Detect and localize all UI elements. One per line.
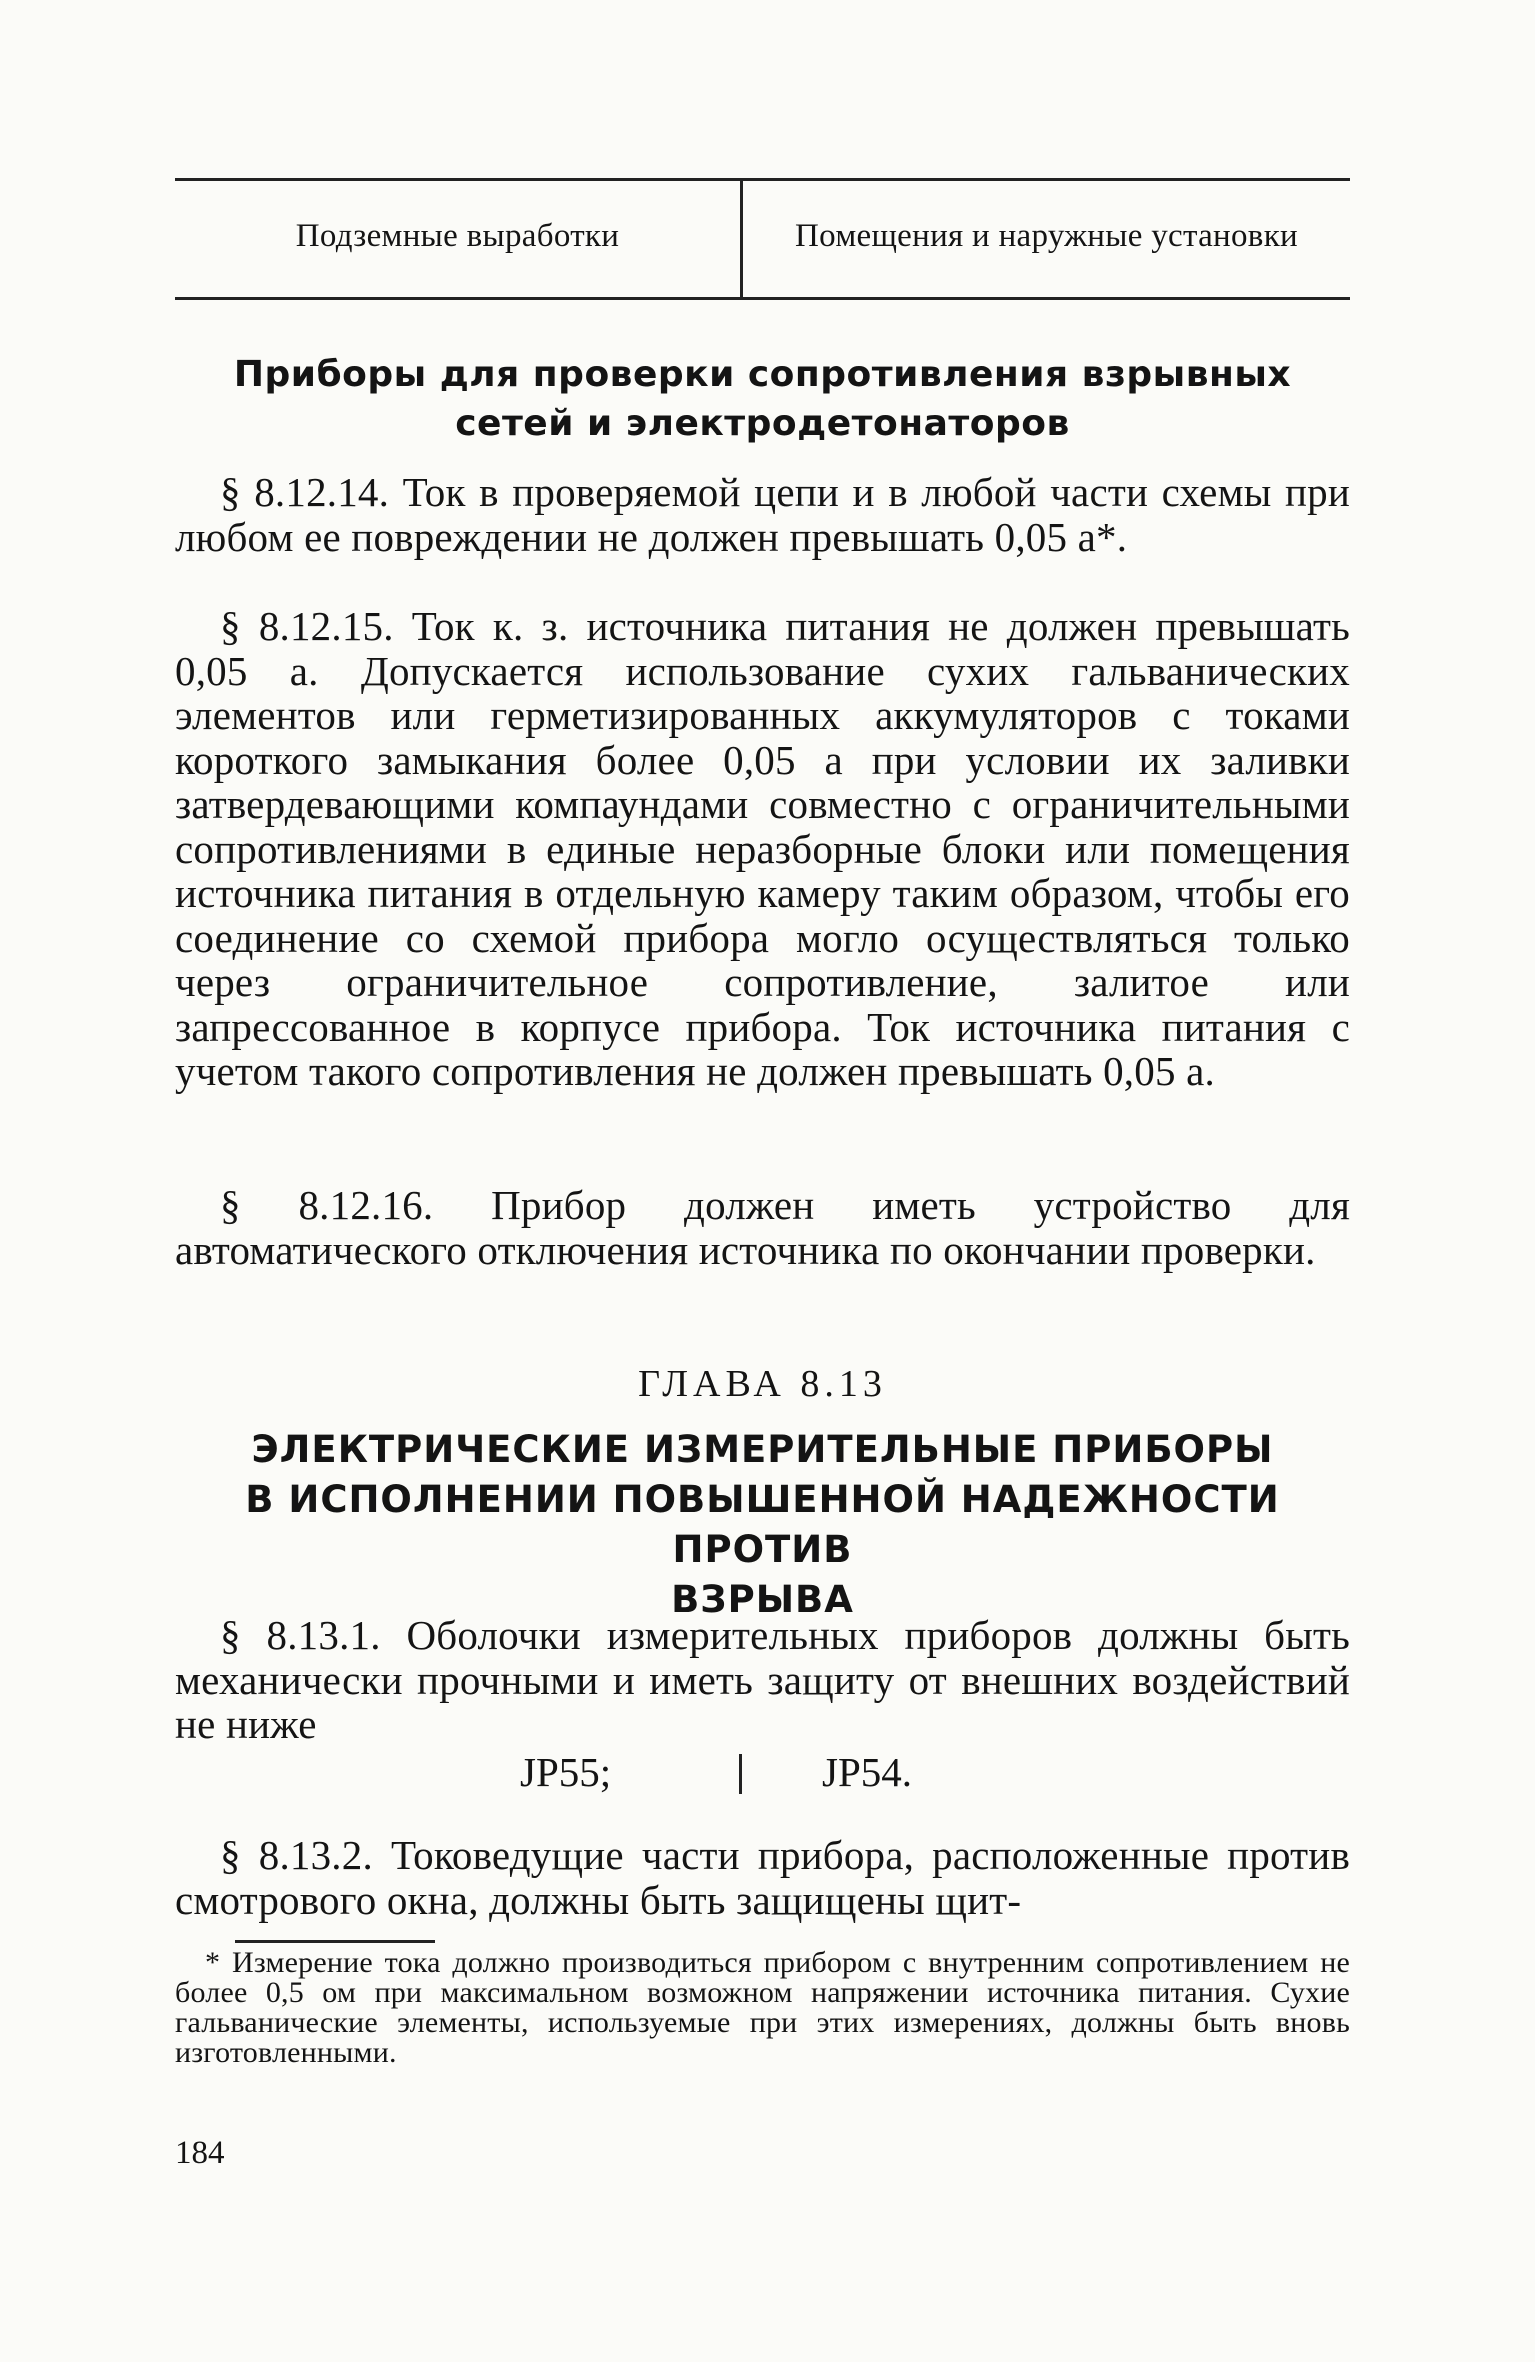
section-title xyxy=(175,350,1350,448)
paragraph-8-13-1: § 8.13.1. Оболочки измерительных приборов должны быть механически прочными и иметь защиту от внешних воздействий не ниже xyxy=(175,1612,1350,1747)
protection-degree-underground: JP55; xyxy=(520,1749,612,1795)
paragraph-8-12-15: § 8.12.15. Ток к. з. источника питания не должен превышать 0,05 а. Допускается использование сухих гальванических элементов или герметизированных аккумуляторов с токами короткого замыкания более 0,05 а при условии их заливки затвердевающими компаундами совместно с ограничительными сопротивлениями в единые неразборные блоки или помещения источника питания в отдельную камеру таким образом, чтобы его соединение со схемой прибора могло осуществляться только через ограничительное сопротивление, залитое или запрессованное в корпусе прибора. Ток источника питания с учетом такого сопротивления не должен превышать 0,05 а. xyxy=(175,603,1350,1094)
chapter-label: ГЛАВА 8.13 xyxy=(638,1363,887,1405)
paragraph-8-13-2: § 8.13.2. Токоведущие части прибора, расположенные против смотрового окна, должны быть защищены щит- xyxy=(175,1832,1350,1923)
chapter-title-line-3: ВЗРЫВА xyxy=(671,1578,854,1621)
page-number: 184 xyxy=(175,2135,225,2171)
paragraph-8-12-16: § 8.12.16. Прибор должен иметь устройство для автоматического отключения источника по окончании проверки. xyxy=(175,1182,1350,1273)
header-bottom-rule xyxy=(175,297,1350,300)
paragraph-8-12-14: § 8.12.14. Ток в проверяемой цепи и в любой части схемы при любом ее повреждении не должен превышать 0,05 а*. xyxy=(175,469,1350,560)
document-page xyxy=(175,0,1350,2362)
chapter-title-line-1: ЭЛЕКТРИЧЕСКИЕ ИЗМЕРИТЕЛЬНЫЕ ПРИБОРЫ xyxy=(251,1428,1274,1471)
footnote: * Измерение тока должно производиться прибором с внутренним сопротивлением не более 0,5 ом при максимальном возможном напряжении источника питания. Сухие гальванические элементы, используемые при этих измерениях, должны быть вновь изготовленными. xyxy=(175,1946,1350,2069)
running-header-table xyxy=(175,178,1350,300)
header-left-column: Подземные выработки xyxy=(295,218,620,254)
protection-degree-divider xyxy=(739,1754,742,1794)
protection-degree-row xyxy=(175,1748,1350,1798)
section-title-line-2: сетей и электродетонаторов xyxy=(455,403,1070,444)
protection-degree-premises: JP54. xyxy=(822,1749,913,1795)
chapter-title-line-2: В ИСПОЛНЕНИИ ПОВЫШЕННОЙ НАДЕЖНОСТИ ПРОТИВ xyxy=(245,1478,1280,1571)
header-top-rule xyxy=(175,178,1350,181)
header-right-column: Помещения и наружные установки xyxy=(795,218,1298,254)
chapter-title xyxy=(175,1425,1350,1625)
section-title-line-1: Приборы для проверки сопротивления взрывных xyxy=(233,354,1292,395)
footnote-rule xyxy=(235,1940,435,1943)
